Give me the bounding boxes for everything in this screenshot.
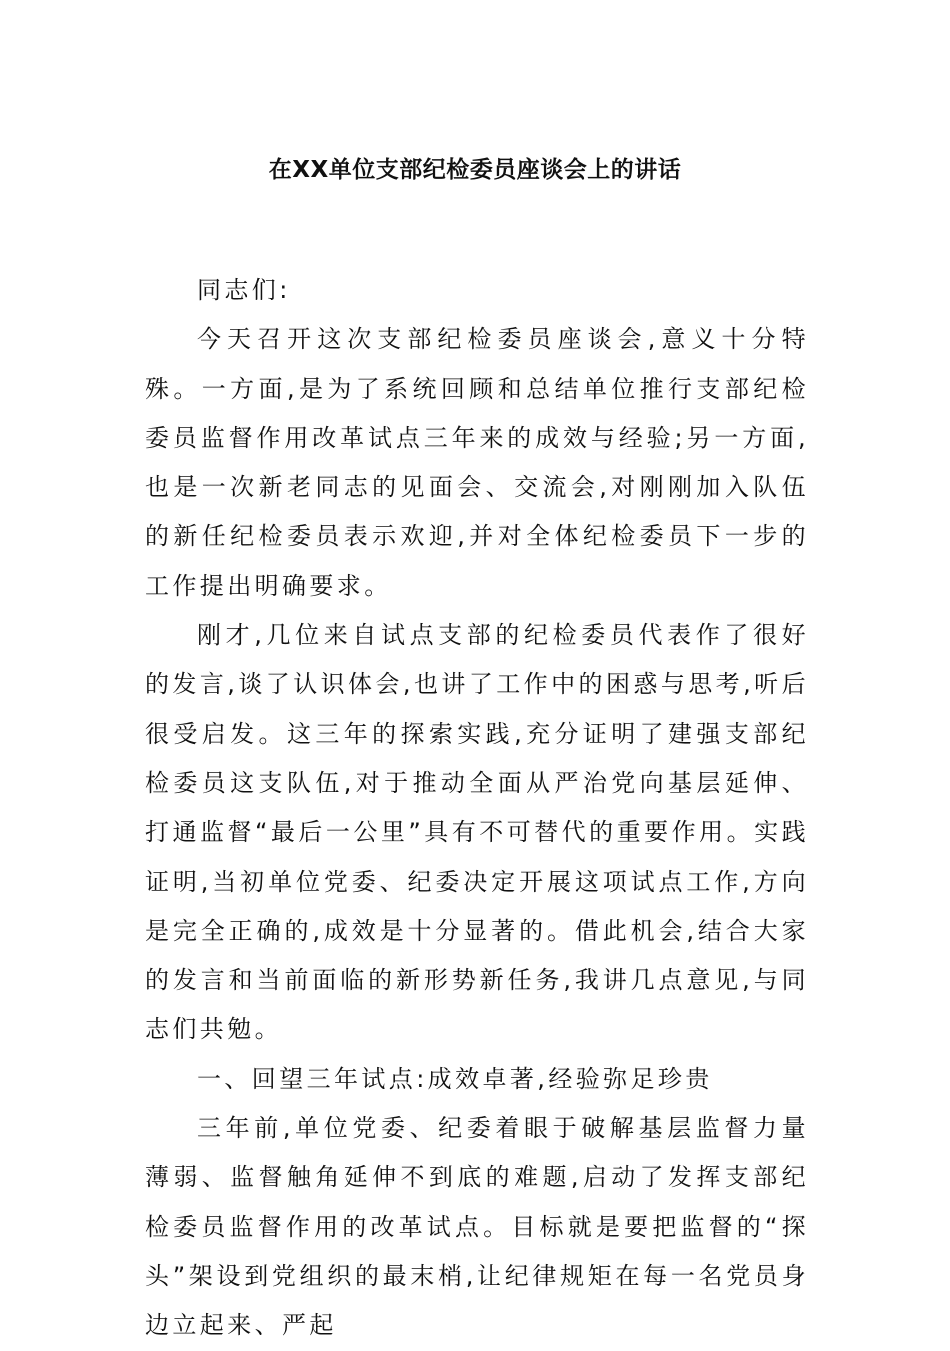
paragraph-opening: 今天召开这次支部纪检委员座谈会,意义十分特殊。一方面,是为了系统回顾和总结单位推行支部纪检委员监督作用改革试点三年来的成效与经验;另一方面,也是一次新老同志的见面会、交流会,对刚刚加入队伍的新任纪检委员表示欢迎,并对全体纪检委员下一步的工作提出明确要求。 — [145, 325, 809, 600]
paragraph-section-1: 三年前,单位党委、纪委着眼于破解基层监督力量薄弱、监督触角延伸不到底的难题,启动了发挥支部纪检委员监督作用的改革试点。目标就是要把监督的“探头”架设到党组织的最末梢,让纪律规矩在每一名党员身边立起来、严起 — [145, 1114, 809, 1340]
document-body — [145, 266, 809, 1351]
section-heading-1: 一、回望三年试点:成效卓著,经验弥足珍贵 — [197, 1064, 713, 1093]
document-title: 在XX单位支部纪检委员座谈会上的讲话 — [268, 157, 682, 183]
paragraph-review: 刚才,几位来自试点支部的纪检委员代表作了很好的发言,谈了认识体会,也讲了工作中的困惑与思考,听后很受启发。这三年的探索实践,充分证明了建强支部纪检委员这支队伍,对于推动全面从严治党向基层延伸、打通监督“最后一公里”具有不可替代的重要作用。实践证明,当初单位党委、纪委决定开展这项试点工作,方向是完全正确的,成效是十分显著的。借此机会,结合大家的发言和当前面临的新形势新任务,我讲几点意见,与同志们共勉。 — [145, 621, 809, 1044]
salutation: 同志们: — [197, 276, 291, 304]
